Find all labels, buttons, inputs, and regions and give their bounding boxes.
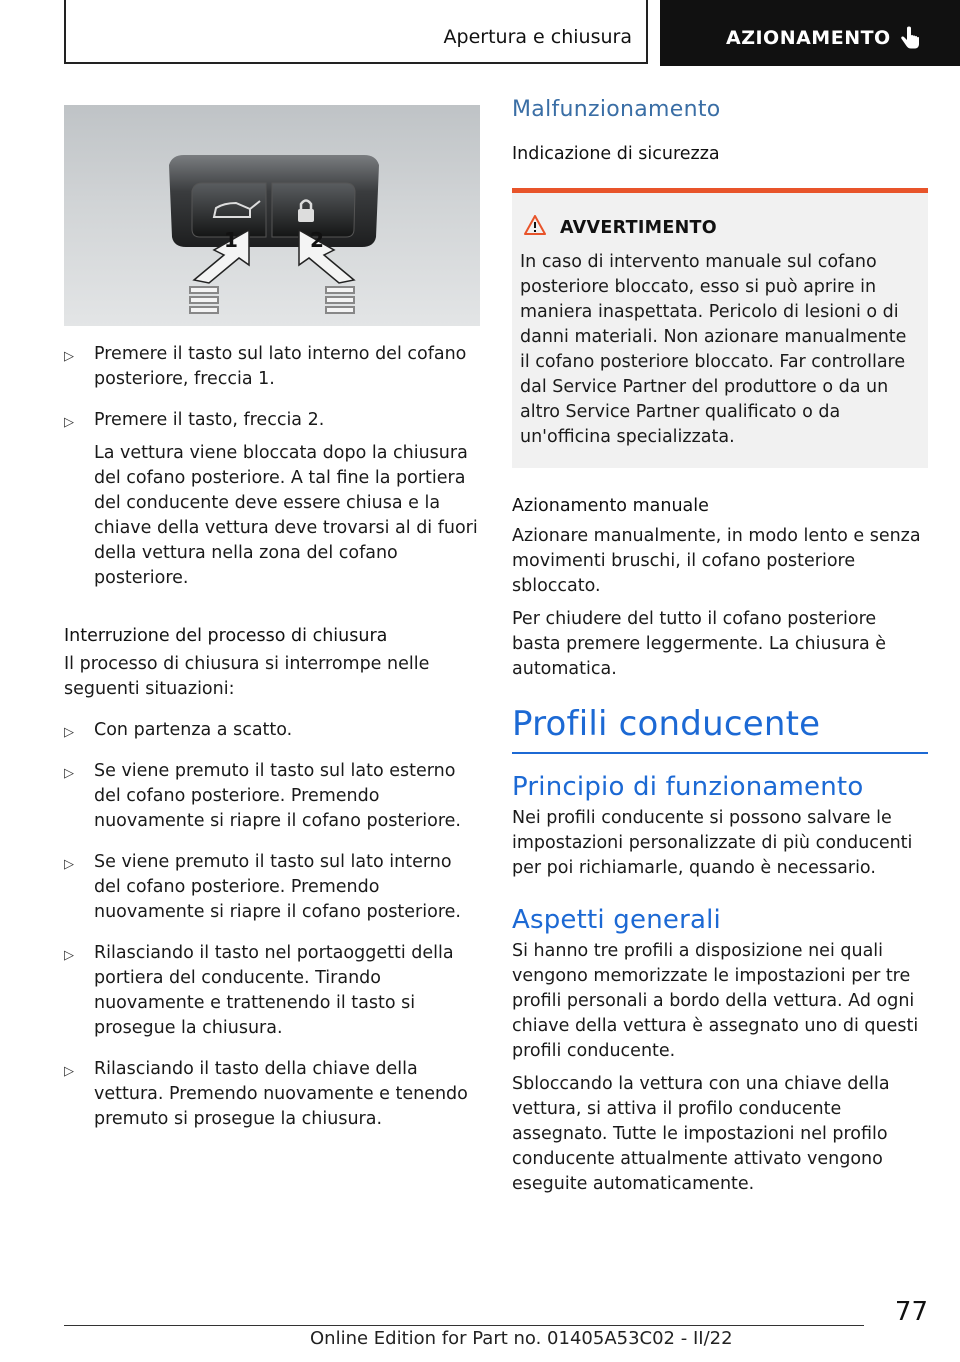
manual-paragraph-2: Per chiudere del tutto il cofano posteriore basta premere leggermente. La chiusura è automatica. — [512, 609, 887, 679]
warning-title: AVVERTIMENTO — [560, 217, 717, 238]
triangle-bullet-icon: ▷ — [64, 857, 74, 872]
general-paragraph-2: Sbloccando la vettura con una chiave della vettura, si attiva il profilo conducente assegnato. Tutte le impostazioni nel profilo conducente attualmente attivato vengono eseguite automaticamente. — [512, 1074, 890, 1194]
interruptions-list — [64, 718, 480, 1132]
list-item: ▷ Premere il tasto sul lato interno del cofano posteriore, freccia 1. — [64, 344, 467, 389]
safety-heading: Indicazione di sicurezza — [512, 144, 720, 164]
warning-triangle-icon — [524, 215, 546, 240]
interruption-intro: Il processo di chiusura si interrompe nelle seguenti situazioni: — [64, 654, 430, 699]
list-item: ▷ Con partenza a scatto. — [64, 718, 480, 743]
warning-box — [512, 188, 928, 468]
manual-heading: Azionamento manuale — [512, 496, 709, 516]
list-item: ▷ Rilasciando il tasto nel portaoggetti della portiera del conducente. Tirando nuovamente e trattenendo il tasto si prosegue la chiusura. — [64, 943, 454, 1038]
edition-text: Online Edition for Part no. 01405A53C02 - II/22 — [310, 1328, 733, 1349]
left-column — [64, 105, 480, 1132]
hand-pointer-icon — [898, 26, 922, 56]
steps-list — [64, 342, 480, 591]
header-chapter-box — [660, 0, 960, 66]
warning-text: In caso di intervento manuale sul cofano posteriore bloccato, esso si può aprire in maniera inaspettata. Pericolo di lesioni o di danni materiali. Non azionare manualmente il cofano posteriore bloccato. Far controllare dal Service Partner del produttore o da un altro Service Partner qualificato o da un'officina specializzata. — [520, 252, 907, 447]
interruption-heading: Interruzione del processo di chiusura — [64, 626, 388, 646]
right-column — [512, 97, 928, 1197]
callout-2: 2 — [310, 228, 324, 252]
step-note: La vettura viene bloccata dopo la chiusura del cofano posteriore. A tal fine la portiera del conducente deve essere chiusa e la chiave della vettura deve trovarsi al di fuori della vettura nella zona del cofano posteriore. — [94, 443, 478, 588]
callout-1: 1 — [224, 228, 238, 252]
general-heading: Aspetti generali — [512, 905, 721, 935]
triangle-bullet-icon: ▷ — [64, 1064, 74, 1079]
list-item: ▷ Rilasciando il tasto della chiave della vettura. Premendo nuovamente e tenendo premuto si prosegue la chiusura. — [64, 1059, 468, 1129]
tailgate-buttons-figure — [64, 105, 480, 326]
triangle-bullet-icon: ▷ — [64, 766, 74, 781]
manual-paragraph-1: Azionare manualmente, in modo lento e senza movimenti bruschi, il cofano posteriore sbloccato. — [512, 526, 921, 596]
page-number: 77 — [894, 1297, 928, 1327]
triangle-bullet-icon: ▷ — [64, 725, 74, 740]
section-title: Apertura e chiusura — [443, 26, 632, 48]
chapter-title: AZIONAMENTO — [726, 27, 891, 49]
triangle-bullet-icon: ▷ — [64, 948, 74, 963]
triangle-bullet-icon: ▷ — [64, 349, 74, 364]
general-paragraph-1: Si hanno tre profili a disposizione nei quali vengono memorizzate le impostazioni per tre profili personali a bordo della vettura. Ad ogni chiave della vettura è assegnato uno di questi profili conducente. — [512, 941, 919, 1061]
malfunction-heading: Malfunzionamento — [512, 97, 721, 122]
header-section-box — [64, 0, 648, 64]
list-item: ▷ Se viene premuto il tasto sul lato interno del cofano posteriore. Premendo nuovamente si riapre il cofano posteriore. — [64, 852, 461, 922]
footer-rule — [64, 1325, 864, 1326]
heading-rule — [512, 752, 928, 754]
list-item: ▷ Premere il tasto, freccia 2. La vettura viene bloccata dopo la chiusura del cofano posteriore. A tal fine la portiera del conducente deve essere chiusa e la chiave della vettura deve trovarsi al di fuori della vettura nella zona del cofano posteriore. — [64, 408, 480, 591]
triangle-bullet-icon: ▷ — [64, 415, 74, 430]
profiles-heading: Profili conducente — [512, 704, 821, 744]
principle-text: Nei profili conducente si possono salvare le impostazioni personalizzate di più conducenti per poi richiamarle, quando è necessario. — [512, 808, 913, 878]
principle-heading: Principio di funzionamento — [512, 772, 864, 802]
list-item: ▷ Se viene premuto il tasto sul lato esterno del cofano posteriore. Premendo nuovamente si riapre il cofano posteriore. — [64, 761, 461, 831]
